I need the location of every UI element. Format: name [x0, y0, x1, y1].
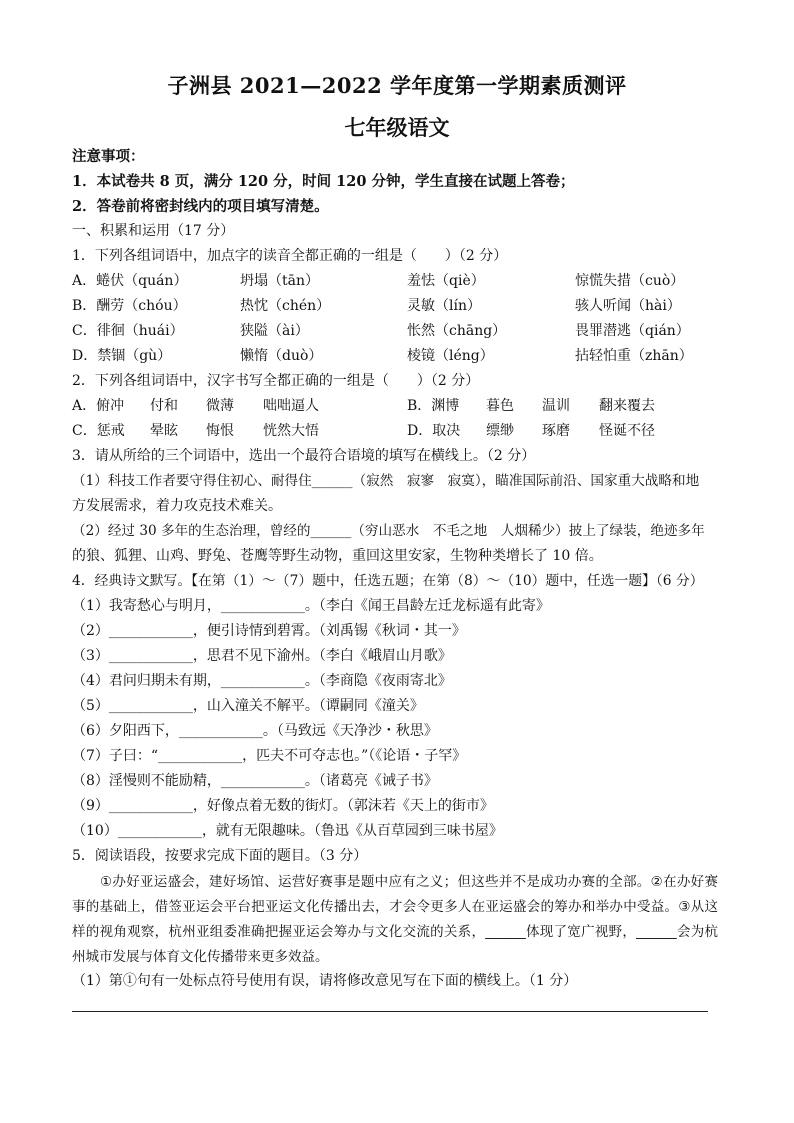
q5-sub-question-1: （1）第①句有一处标点符号使用有误，请将修改意见写在下面的横线上。（1 分） — [72, 973, 578, 989]
q2-option-d3: 琢磨 — [542, 423, 570, 439]
q3-stem: 3．请从所给的三个词语中，选出一个最符合语境的填写在横线上。（2 分） — [72, 448, 536, 464]
q1-option-c3: 怅然（chāng） — [407, 323, 507, 339]
q1-option-a3: 羞怯（qiè） — [407, 273, 485, 289]
q1-option-b2: 热忱（chén） — [240, 298, 331, 314]
q3-line-3: （2）经过 30 多年的生态治理，曾经的______（穷山恶水 不毛之地 人烟稀少）披上了绿装，绝迹多年 — [72, 523, 705, 539]
notice-heading: 注意事项： — [72, 148, 145, 165]
q1-option-a4: 惊慌失措（cuò） — [575, 273, 685, 289]
section-heading: 一、积累和运用（17 分） — [72, 223, 235, 239]
q4-item-8: （8）淫慢则不能励精，____________。（诸葛亮《诫子书》 — [72, 773, 438, 789]
q2-option-c1: C．惩戒 — [72, 423, 125, 439]
q2-option-b1: B．渊博 — [407, 398, 460, 414]
q2-option-d2: 缥缈 — [486, 423, 514, 439]
q1-option-b4: 骇人听闻（hài） — [575, 298, 681, 314]
notice-item-1: 1．本试卷共 8 页，满分 120 分，时间 120 分钟，学生直接在试题上答卷； — [72, 173, 575, 190]
q2-option-a4: 咄咄逼人 — [263, 398, 319, 414]
answer-line[interactable] — [72, 1011, 708, 1012]
q1-option-b3: 灵敏（lín） — [407, 298, 481, 314]
q4-item-2: （2）____________，便引诗情到碧霄。（刘禹锡《秋词・其一》 — [72, 623, 466, 639]
q2-option-b4: 翻来覆去 — [599, 398, 655, 414]
q1-option-d1: D．禁锢（gù） — [72, 348, 172, 364]
exam-title: 子洲县 2021—2022 学年度第一学期素质测评 — [167, 73, 627, 98]
q2-option-c3: 悔恨 — [206, 423, 234, 439]
q5-stem: 5．阅读语段，按要求完成下面的题目。（3 分） — [72, 848, 368, 864]
q3-line-4: 的狼、狐狸、山鸡、野兔、苍鹰等野生动物，重回这里安家，生物种类增长了 10 倍。 — [72, 548, 603, 564]
q1-option-c2: 狭隘（ài） — [240, 323, 309, 339]
q1-option-b1: B．酬劳（chóu） — [72, 298, 187, 314]
q1-option-d4: 拈轻怕重（zhān） — [575, 348, 693, 364]
q2-option-d4: 怪诞不径 — [599, 423, 655, 439]
q2-stem: 2．下列各组词语中，汉字书写全都正确的一组是（ ）（2 分） — [72, 373, 480, 389]
exam-subtitle: 七年级语文 — [344, 115, 450, 140]
q2-option-c2: 晕眩 — [150, 423, 178, 439]
q4-item-7: （7）子曰：“____________，匹夫不可夺志也。”（《论语・子罕》 — [72, 748, 467, 764]
q4-item-1: （1）我寄愁心与明月，____________。（李白《闻王昌龄左迁龙标遥有此寄》 — [72, 598, 550, 614]
q4-item-6: （6）夕阳西下，____________。（马致远《天净沙・秋思》 — [72, 723, 438, 739]
q1-option-c1: C．徘徊（huái） — [72, 323, 184, 339]
q2-option-b3: 温训 — [542, 398, 570, 414]
q2-option-c4: 恍然大悟 — [263, 423, 319, 439]
notice-item-2: 2．答卷前将密封线内的项目填写清楚。 — [72, 198, 329, 215]
q5-passage-text: ①办好亚运盛会，建好场馆、运营好赛事是题中应有之义；但这些并不是成功办赛的全部。②在办好赛事的基础上，借签亚运会平台把亚运文化传播出去，才会令更多人在亚运盛会的筹办和举办中受益。③从这样的视角观察，杭州亚组委准确把握亚运会筹办与文化交流的关系，______体现了宽广视野，______会为杭州城市发展与体育文化传播带来更多效益。 — [72, 874, 718, 965]
q4-item-5: （5）____________，山入潼关不解平。（谭嗣同《潼关》 — [72, 698, 424, 714]
q4-item-10: （10）____________，就有无限趣味。（鲁迅《从百草园到三味书屋》 — [72, 823, 503, 839]
q1-option-a2: 坍塌（tān） — [240, 273, 319, 289]
q1-option-c4: 畏罪潜逃（qián） — [575, 323, 690, 339]
q1-option-a1: A．蜷伏（quán） — [72, 273, 188, 289]
q3-line-1: （1）科技工作者要守得住初心、耐得住______（寂然 寂寥 寂寞），瞄准国际前沿、国家重大战略和地 — [72, 473, 700, 489]
q4-item-9: （9）____________，好像点着无数的街灯。（郭沫若《天上的街市》 — [72, 798, 494, 814]
q4-item-4: （4）君问归期未有期，____________。（李商隐《夜雨寄北》 — [72, 673, 452, 689]
q1-option-d2: 懒惰（duò） — [240, 348, 323, 364]
q5-passage — [72, 870, 718, 970]
q4-item-3: （3）____________，思君不见下渝州。（李白《峨眉山月歌》 — [72, 648, 452, 664]
q2-option-b2: 暮色 — [486, 398, 514, 414]
q1-stem: 1．下列各组词语中，加点字的读音全都正确的一组是（ ）（2 分） — [72, 248, 508, 264]
q2-option-a3: 微薄 — [206, 398, 234, 414]
q1-option-d3: 棱镜（léng） — [407, 348, 494, 364]
q4-stem: 4．经典诗文默写。【在第（1）～（7）题中，任选五题；在第（8）～（10）题中，任选一题】（6 分） — [72, 573, 704, 589]
q3-line-2: 方发展需求，着力攻克技术难关。 — [72, 498, 282, 514]
q2-option-a1: A．俯冲 — [72, 398, 125, 414]
q2-option-a2: 付和 — [150, 398, 178, 414]
q2-option-d1: D．取决 — [407, 423, 461, 439]
